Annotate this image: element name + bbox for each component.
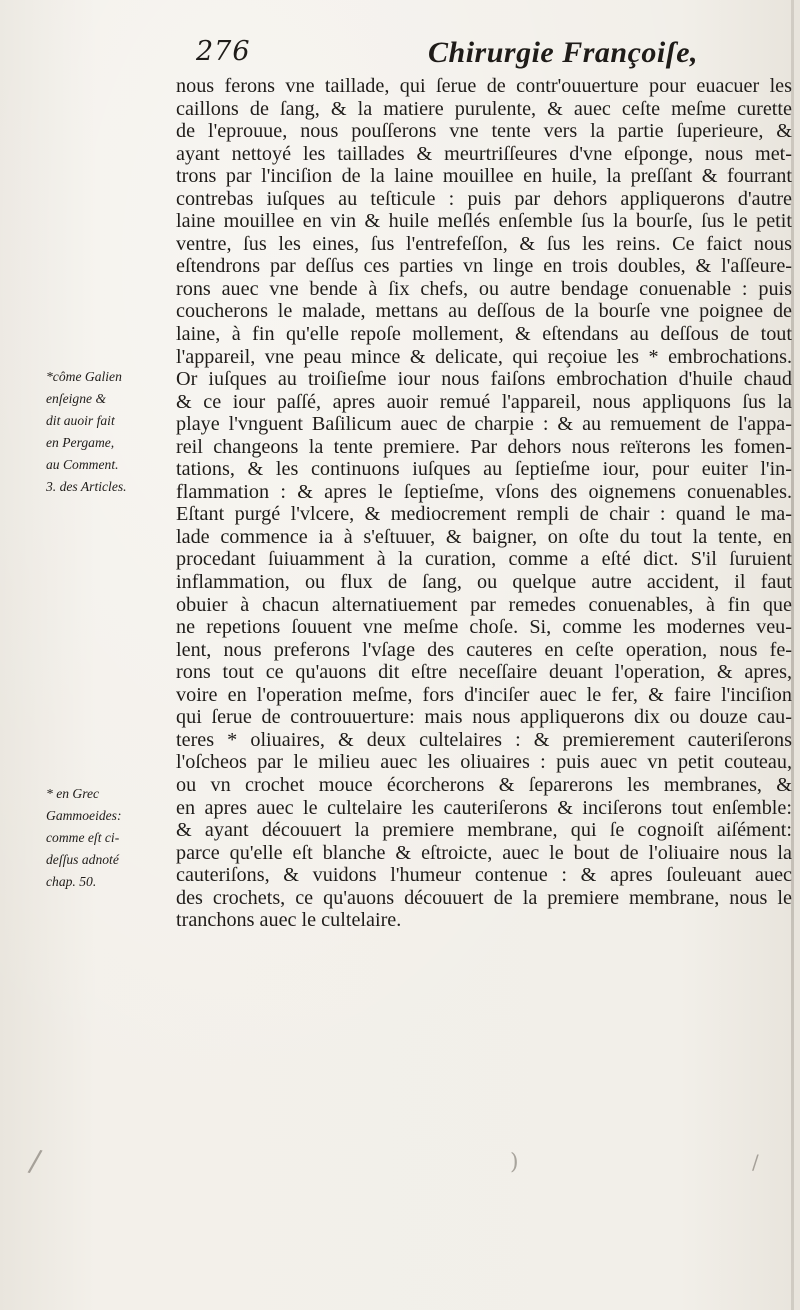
- text-line: ventre, ſus les eines, ſus l'entrefeſſon, & ſus les reins. Ce faict nous: [176, 232, 792, 255]
- marginal-note-line: dit auoir fait: [46, 413, 115, 428]
- text-line: des crochets, ce qu'auons découuert de la premiere membrane, nous le: [176, 886, 792, 909]
- marginal-note-line: Gammoeides:: [46, 808, 122, 823]
- text-line: tranchons auec le cultelaire.: [176, 909, 402, 932]
- text-line: lade commence ia à s'eſtuuer, & baigner, on oſte du tout la tente, en: [176, 525, 792, 548]
- main-text-block: [176, 75, 792, 932]
- marginal-note-line: * en Grec: [46, 786, 100, 801]
- text-line: nous ferons vne taillade, qui ſerue de contr'ouuerture pour euacuer les: [176, 75, 792, 97]
- marginal-note-line: chap. 50.: [46, 874, 97, 889]
- marginal-note-grec: [46, 783, 178, 893]
- text-line: ayant nettoyé les taillades & meurtriſſeures d'vne eſponge, nous met-: [176, 142, 792, 165]
- text-line: voire en l'operation meſme, fors d'inciſer auec le fer, & faire l'inciſion: [176, 683, 792, 706]
- text-line: obuier à chacun alternatiuement par remedes conuenables, à fin que: [176, 593, 792, 616]
- text-line: Or iuſques au troiſieſme iour nous faiſons embrochation d'huile chaud: [176, 368, 792, 391]
- text-line: rons auec vne bende à ſix chefs, ou autre bendage conuenable : puis: [176, 277, 792, 300]
- text-line: contrebas iuſques au teſticule : puis par dehors appliquerons d'autre: [176, 187, 792, 210]
- text-line: ne repetions ſouuent vne meſme choſe. Si, comme les modernes veu-: [176, 616, 792, 639]
- stray-pen-mark: ): [510, 1150, 519, 1175]
- text-line: Eſtant purgé l'vlcere, & mediocrement rempli de chair : quand le ma-: [176, 503, 792, 526]
- text-line: cauteriſons, & vuidons l'humeur contenue : & apres ſouleuant auec: [176, 864, 792, 887]
- text-line: coucherons le malade, mettans au deſſous de la bourſe vne poignee de: [176, 300, 792, 323]
- text-line: trons par l'inciſion de la laine mouillee en huile, la preſſant & fourrant: [176, 165, 792, 188]
- text-line: laine mouillee en vin & huile meſlés enſemble ſus la bourſe, ſus le petit: [176, 210, 792, 233]
- text-line: procedant ſuiuamment à la curation, comme a eſté dict. S'il ſuruient: [176, 548, 792, 571]
- text-line: eſtendrons par deſſus ces parties vn linge en trois doubles, & l'aſſeure-: [176, 255, 792, 278]
- text-line: l'oſcheos par le milieu auec les oliuaires : puis auec vn petit couteau,: [176, 751, 792, 774]
- stray-pen-mark: /: [752, 1150, 759, 1174]
- marginal-note-galien: [46, 366, 178, 498]
- marginal-note-line: enſeigne &: [46, 391, 107, 406]
- text-line: teres * oliuaires, & deux cultelaires : & premierement cauteriſerons: [176, 728, 792, 751]
- page-number: 276: [196, 36, 251, 67]
- text-line: playe l'vnguent Baſilicum auec de charpie : & au remuement de l'appa-: [176, 413, 792, 436]
- text-line: parce qu'elle eſt blanche & eſtroicte, auec le bout de l'oliuaire nous la: [176, 841, 792, 864]
- text-line: en apres auec le cultelaire les cauteriſerons & inciſerons tout enſemble:: [176, 796, 792, 819]
- text-line: tations, & les continuons iuſques au ſeptieſme iour, pour euiter l'in-: [176, 458, 792, 481]
- text-line: lent, nous preferons l'vſage des cauteres en ceſte operation, nous fe-: [176, 638, 792, 661]
- text-line: ou vn crochet mouce écorcherons & ſeparerons les membranes, &: [176, 773, 792, 796]
- text-line: caillons de ſang, & la matiere purulente, & auec ceſte meſme curette: [176, 97, 792, 120]
- text-line: flammation : & apres le ſeptieſme, vſons des oignemens conuenables.: [176, 480, 792, 503]
- text-line: inflammation, ou flux de ſang, ou quelque autre accident, il faut: [176, 571, 792, 594]
- page-header: [196, 36, 756, 76]
- marginal-note-line: *côme Galien: [46, 369, 122, 384]
- text-line: qui ſerue de controuuerture: mais nous appliquerons dix ou douze cau-: [176, 706, 792, 729]
- text-line: l'appareil, vne peau mince & delicate, qui reçoiue les * embrochations.: [176, 345, 792, 368]
- text-line: reil changeons la tente premiere. Par dehors nous reïterons les fomen-: [176, 435, 792, 458]
- marginal-note-line: comme eſt ci-: [46, 830, 120, 845]
- text-line: & ayant découuert la premiere membrane, qui ſe cognoiſt aiſément:: [176, 819, 792, 842]
- text-line: laine, à fin qu'elle repoſe mollement, & eſtendans au deſſous de tout: [176, 323, 792, 346]
- marginal-note-line: au Comment.: [46, 457, 119, 472]
- text-line: de l'eprouue, nous pouſſerons vne tente vers la partie ſuperieure, &: [176, 120, 792, 143]
- text-line: rons tout ce qu'auons dit eſtre neceſſaire deuant l'operation, & apres,: [176, 661, 792, 684]
- marginal-note-line: deſſus adnoté: [46, 852, 119, 867]
- marginal-note-line: 3. des Articles.: [46, 479, 127, 494]
- text-line: & ce iour paſſé, apres auoir remué l'appareil, nous appliquons ſus la: [176, 390, 792, 413]
- stray-pen-mark: /: [26, 1143, 44, 1180]
- marginal-note-line: en Pergame,: [46, 435, 115, 450]
- running-title: Chirurgie Françoiſe,: [428, 36, 699, 69]
